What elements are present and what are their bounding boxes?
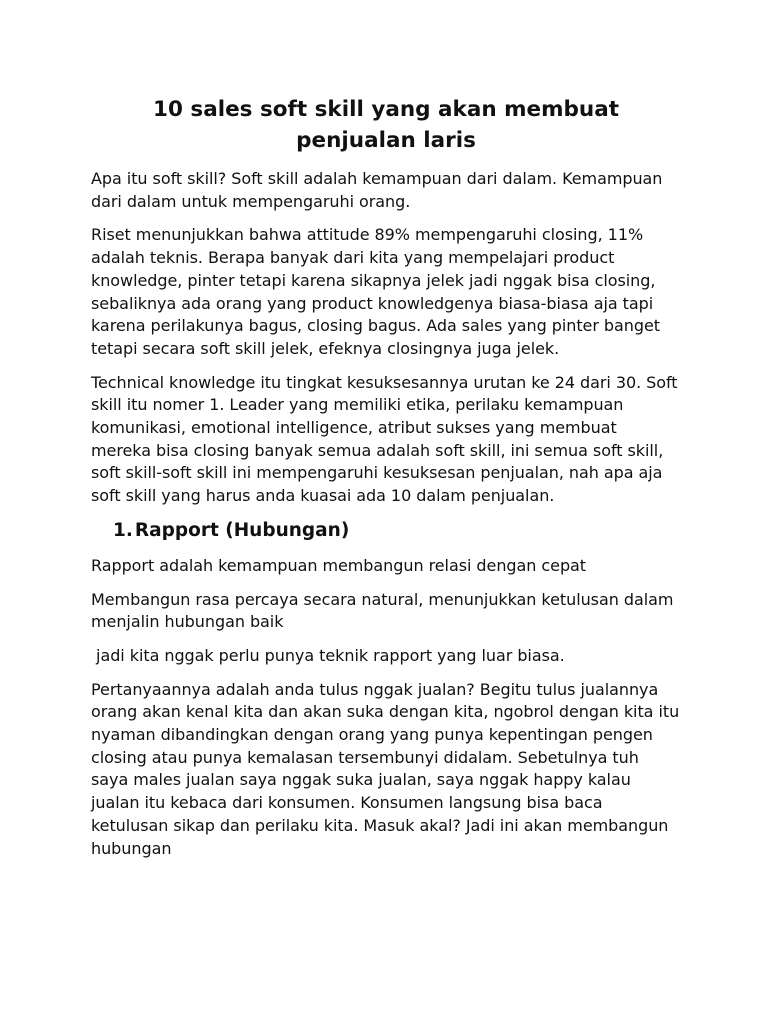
section-paragraph-2: Membangun rasa percaya secara natural, menunjukkan ketulusan dalam menjalin hubungan baik <box>91 589 674 632</box>
document-title: 10 sales soft skill yang akan membuat penjualan laris <box>153 97 619 153</box>
document-page <box>91 94 681 871</box>
intro-paragraph-3: Technical knowledge itu tingkat kesuksesannya urutan ke 24 dari 30. Soft skill itu nomer 1. Leader yang memiliki etika, perilaku kemampuan komunikasi, emotional intelligence, atribut sukses yang membuat mereka bisa closing banyak semua adalah soft skill, ini semua soft skill, soft skill-soft skill ini mempengaruhi kesuksesan penjualan, nah apa aja soft skill yang harus anda kuasai ada 10 dalam penjualan. <box>91 372 678 506</box>
intro-paragraph-1: Apa itu soft skill? Soft skill adalah kemampuan dari dalam. Kemampuan dari dalam untuk mempengaruhi orang. <box>91 169 663 211</box>
section-heading-rapport <box>91 519 681 543</box>
intro-paragraph-2: Riset menunjukkan bahwa attitude 89% mempengaruhi closing, 11% adalah teknis. Berapa banyak dari kita yang mempelajari product knowledge, pinter tetapi karena sikapnya jelek jadi nggak bisa closing, sebaliknya ada orang yang product knowledgenya biasa-biasa aja tapi karena perilakunya bagus, closing bagus. Ada sales yang pinter banget tetapi secara soft skill jelek, efeknya closingnya juga jelek. <box>91 225 660 358</box>
section-number: 1. <box>113 519 133 541</box>
section-paragraph-4: Pertanyaannya adalah anda tulus nggak jualan? Begitu tulus jualannya orang akan kenal kita dan akan suka dengan kita, ngobrol dengan kita itu nyaman dibandingkan dengan orang yang punya kepentingan pengen closing atau punya kemalasan tersembunyi didalam. Sebetulnya tuh saya males jualan saya nggak suka jualan, saya nggak happy kalau jualan itu kebaca dari konsumen. Konsumen langsung bisa baca ketulusan sikap dan perilaku kita. Masuk akal? Jadi ini akan membangun hubungan <box>91 679 680 858</box>
section-heading-text: Rapport (Hubungan) <box>134 519 350 541</box>
section-paragraph-3: jadi kita nggak perlu punya teknik rapport yang luar biasa. <box>91 645 565 665</box>
section-paragraph-1: Rapport adalah kemampuan membangun relasi dengan cepat <box>91 555 587 575</box>
